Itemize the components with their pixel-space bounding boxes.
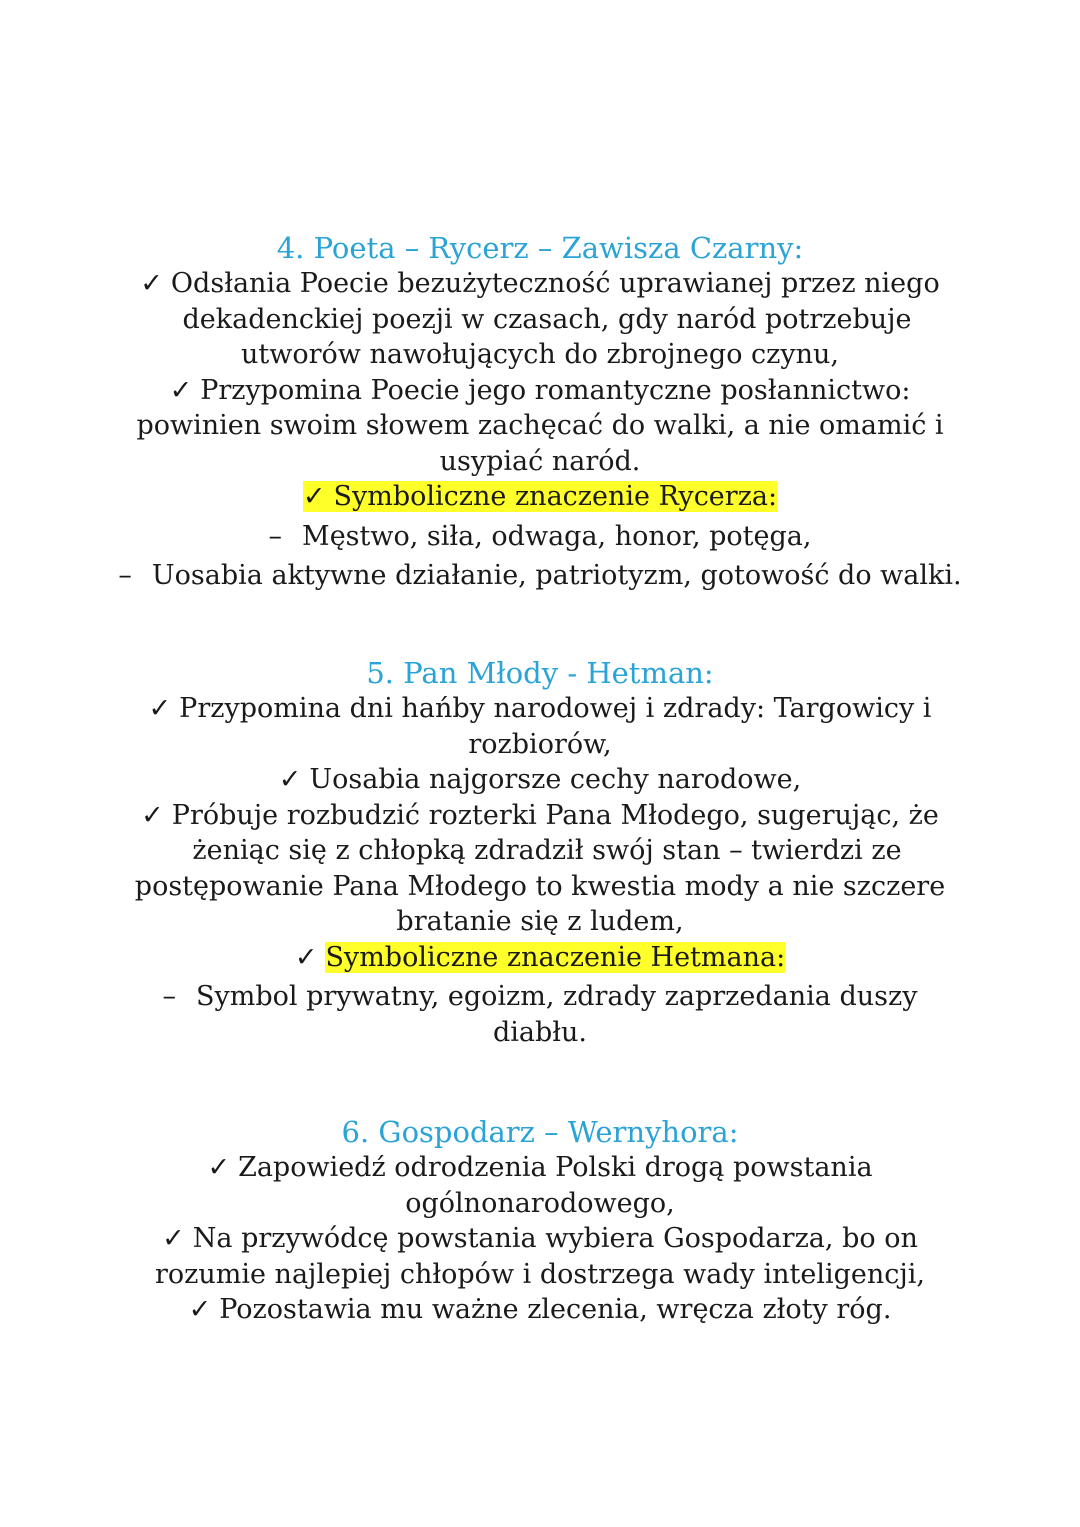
bullet-line-highlighted [0,479,1080,515]
line-text: Przypomina dni hańby narodowej i zdrady: Targowicy i [179,693,932,724]
bullet-line [0,691,1080,727]
checkmark-icon: ✓ [302,481,326,512]
line-text: bratanie się z ludem, [396,906,684,937]
line-text: rozbiorów, [468,728,612,760]
text-line [0,833,1080,869]
bullet-line [0,266,1080,302]
bullet-line [0,1221,1080,1257]
checkmark-icon: ✓ [162,1223,185,1254]
checkmark-icon: ✓ [140,268,163,299]
line-text: dekadenckiej poezji w czasach, gdy naród potrzebuje [182,303,912,335]
line-text: usypiać naród. [439,445,641,477]
checkmark-icon: ✓ [207,1152,231,1183]
line-text: Pozostawia mu ważne zlecenia, wręcza złoty róg. [219,1294,892,1325]
bullet-line [0,1292,1080,1328]
highlight [303,481,777,512]
section-pan-mlody-hetman [0,655,1080,1050]
text-line [0,1015,1080,1051]
section-heading: 4. Poeta – Rycerz – Zawisza Czarny: [276,231,804,265]
line-text: Uosabia najgorsze cechy narodowe, [309,764,802,795]
dash-line [0,975,1080,1015]
text-line [0,302,1080,338]
checkmark-icon: ✓ [294,941,318,973]
bullet-line [0,762,1080,798]
line-text: diabłu. [492,1016,588,1048]
dash-marker: – [162,981,177,1012]
bullet-line [0,373,1080,409]
text-line [0,444,1080,480]
section-heading: 5. Pan Młody - Hetman: [366,656,714,690]
line-text: Na przywódcę powstania wybiera Gospodarza, bo on [192,1223,918,1254]
text-line [0,904,1080,940]
line-text: utworów nawołujących do zbrojnego czynu, [240,339,839,370]
dash-marker: – [118,560,132,591]
line-text: Odsłania Poecie bezużyteczność uprawianej przez niego [170,268,940,299]
line-text: Symbol prywatny, egoizm, zdrady zaprzedania duszy [196,981,918,1012]
checkmark-icon: ✓ [169,374,193,406]
line-text: rozumie najlepiej chłopów i dostrzega wady inteligencji, [154,1258,925,1290]
text-line [0,727,1080,763]
text-line [0,337,1080,373]
text-line [0,1186,1080,1222]
highlighted-text: Symboliczne znaczenie Hetmana: [325,941,786,973]
dash-line [0,515,1080,555]
dash-marker: – [268,520,283,552]
line-text: Symboliczne znaczenie Rycerza: [333,481,778,512]
text-line [0,408,1080,444]
dash-line [0,554,1080,594]
bullet-line [0,1150,1080,1186]
line-text: Zapowiedź odrodzenia Polski drogą powstania [238,1152,873,1183]
line-text: postępowanie Pana Młodego to kwestia mody a nie szczere [134,870,946,902]
text-line [0,869,1080,905]
checkmark-icon: ✓ [278,764,302,795]
line-text: powinien swoim słowem zachęcać do walki, a nie omamić i [136,410,944,441]
section-gospodarz-wernyhora [0,1114,1080,1328]
section-poeta-rycerz [0,230,1080,594]
line-text: Próbuje rozbudzić rozterki Pana Młodego, sugerując, że [171,799,939,831]
line-text: Uosabia aktywne działanie, patriotyzm, gotowość do walki. [151,560,962,591]
line-text: żeniąc się z chłopką zdradził swój stan – twierdzi ze [192,835,902,866]
line-text: Przypomina Poecie jego romantyczne posłannictwo: [200,374,911,406]
checkmark-icon: ✓ [188,1294,212,1325]
checkmark-icon: ✓ [148,693,172,724]
bullet-line-highlighted [0,940,1080,976]
line-text: ogólnonarodowego, [405,1187,675,1219]
text-line [0,1257,1080,1293]
section-heading: 6. Gospodarz – Wernyhora: [341,1115,739,1149]
line-text: Męstwo, siła, odwaga, honor, potęga, [302,520,812,552]
bullet-line [0,798,1080,834]
checkmark-icon: ✓ [141,799,164,831]
